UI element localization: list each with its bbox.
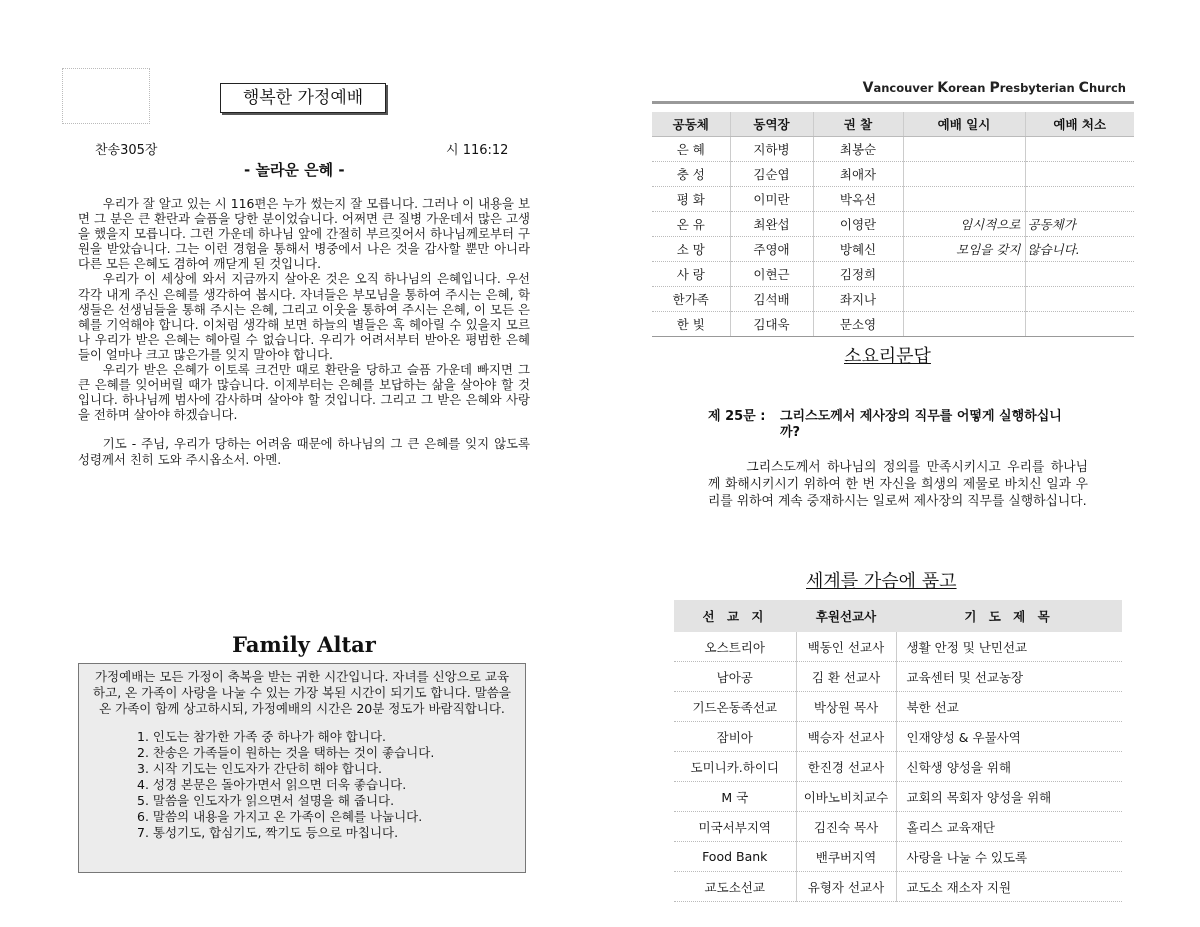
table-cell	[903, 262, 1025, 287]
table-cell: 은 혜	[652, 137, 730, 162]
table-cell: 이미란	[730, 187, 813, 212]
table-cell	[1025, 287, 1134, 312]
photo-placeholder	[62, 68, 150, 124]
table-cell: 교도소선교	[674, 872, 796, 902]
table-cell: 밴쿠버지역	[796, 842, 896, 872]
table-cell: 미국서부지역	[674, 812, 796, 842]
table-cell: 좌지나	[813, 287, 903, 312]
column-header: 후원선교사	[796, 600, 896, 632]
sermon-paragraph: 우리가 받은 은혜가 이토록 크건만 때로 환란을 당하고 슬픔 가운데 빠지면 그 큰 은혜를 잊어버릴 때가 많습니다. 이제부터는 은혜를 보답하는 삶을 살아야 할 것입니다. 하나님께 범사에 감사하며 살아야 할 것입니다. 그리고 그 받은 은혜와 사랑을 전하며 살아야 하겠습니다.	[78, 362, 530, 423]
table-cell: 방혜신	[813, 237, 903, 262]
table-cell: 문소영	[813, 312, 903, 337]
column-header: 예배 일시	[903, 112, 1025, 137]
church-name: Vancouver Korean Presbyterian Church	[862, 80, 1126, 96]
table-cell	[1025, 162, 1134, 187]
page-title: 행복한 가정예배	[220, 83, 386, 113]
table-cell: 오스트리아	[674, 632, 796, 662]
table-cell: 한진경 선교사	[796, 752, 896, 782]
table-cell: 김석배	[730, 287, 813, 312]
table-cell	[903, 162, 1025, 187]
table-cell: 남아공	[674, 662, 796, 692]
sermon-body	[78, 196, 530, 467]
list-item: 5. 말씀을 인도자가 읽으면서 설명을 해 줍니다.	[137, 793, 395, 808]
table-cell: 도미니카.하이디	[674, 752, 796, 782]
table-cell: 이영란	[813, 212, 903, 237]
column-header: 기 도 제 목	[896, 600, 1122, 632]
table-cell	[1025, 262, 1134, 287]
table-cell: 백승자 선교사	[796, 722, 896, 752]
list-item: 3. 시작 기도는 인도자가 간단히 해야 합니다.	[137, 761, 383, 776]
table-cell: 소 망	[652, 237, 730, 262]
table-cell	[903, 312, 1025, 337]
table-cell: 최봉순	[813, 137, 903, 162]
catechism-heading: 소요리문답	[844, 346, 931, 367]
table-cell: 온 유	[652, 212, 730, 237]
column-header: 권 찰	[813, 112, 903, 137]
table-row	[652, 137, 1134, 162]
table-cell: 충 성	[652, 162, 730, 187]
table-cell: 유형자 선교사	[796, 872, 896, 902]
table-row	[674, 842, 1122, 872]
missions-heading: 세계를 가슴에 품고	[806, 571, 957, 592]
family-altar-list	[137, 729, 515, 841]
table-row	[674, 692, 1122, 722]
table-cell: 박옥선	[813, 187, 903, 212]
table-row	[674, 632, 1122, 662]
table-cell: 김진숙 목사	[796, 812, 896, 842]
family-altar-box	[78, 663, 526, 873]
table-cell	[1025, 137, 1134, 162]
table-row	[652, 287, 1134, 312]
catechism-answer: 그리스도께서 하나님의 정의를 만족시키시고 우리를 하나님께 화해시키시기 위하여 한 번 자신을 희생의 제물로 바치신 일과 우리를 위하여 계속 중재하시는 일로써 제사장의 직무를 실행하십니다.	[708, 460, 1088, 509]
list-item: 1. 인도는 참가한 가족 중 하나가 해야 합니다.	[137, 729, 386, 744]
table-cell: 북한 선교	[896, 692, 1122, 722]
table-cell: 주영애	[730, 237, 813, 262]
table-row	[674, 872, 1122, 902]
table-cell	[1025, 187, 1134, 212]
table-cell: 지하병	[730, 137, 813, 162]
list-item: 7. 통성기도, 합심기도, 짝기도 등으로 마칩니다.	[137, 825, 399, 840]
table-cell: 이현근	[730, 262, 813, 287]
table-cell: Food Bank	[674, 842, 796, 872]
table-row	[652, 212, 1134, 237]
sermon-title: - 놀라운 은혜 -	[244, 161, 345, 179]
table-row	[674, 722, 1122, 752]
table-cell: 한가족	[652, 287, 730, 312]
table-row	[652, 312, 1134, 337]
table-cell: 최애자	[813, 162, 903, 187]
table-row	[674, 752, 1122, 782]
missions-table	[674, 600, 1122, 902]
table-cell: 김 환 선교사	[796, 662, 896, 692]
table-cell: 생활 안정 및 난민선교	[896, 632, 1122, 662]
column-header: 예배 처소	[1025, 112, 1134, 137]
table-row	[652, 262, 1134, 287]
table-cell: 임시적으로	[903, 212, 1025, 237]
question-number: 제 25문 :	[708, 409, 766, 424]
table-cell: 평 화	[652, 187, 730, 212]
table-cell: 공동체가	[1025, 212, 1134, 237]
table-row	[652, 187, 1134, 212]
table-cell: 박상원 목사	[796, 692, 896, 722]
table-cell	[1025, 312, 1134, 337]
table-cell	[903, 287, 1025, 312]
table-row	[674, 812, 1122, 842]
table-header-row	[674, 600, 1122, 632]
table-cell	[903, 187, 1025, 212]
table-cell: M 국	[674, 782, 796, 812]
table-cell: 최완섭	[730, 212, 813, 237]
table-cell	[903, 137, 1025, 162]
table-cell: 김정희	[813, 262, 903, 287]
community-table	[652, 112, 1134, 337]
table-cell: 인재양성 & 우물사역	[896, 722, 1122, 752]
table-cell: 교육센터 및 선교농장	[896, 662, 1122, 692]
table-cell: 백동인 선교사	[796, 632, 896, 662]
prayer: 기도 - 주님, 우리가 당하는 어려움 때문에 하나님의 그 큰 은혜를 잊지 않도록 성령께서 친히 도와 주시옵소서. 아멘.	[78, 436, 530, 467]
table-header-row	[652, 112, 1134, 137]
sermon-paragraph: 우리가 잘 알고 있는 시 116편은 누가 썼는지 잘 모릅니다. 그러나 이 내용을 보면 그 분은 큰 환란과 슬픔을 당한 분이었습니다. 어쩌면 큰 질병 가운데서 많은 고생을 했을지 모릅니다. 그런 가운데 하나님 앞에 간절히 부르짖어서 하나님께로부터 구원을 받았습니다. 그는 이런 경험을 통해서 병중에서 나은 것을 감사할 뿐만 아니라 다른 모든 은혜도 겸하여 깨닫게 된 것입니다.	[78, 196, 530, 272]
table-cell: 사 랑	[652, 262, 730, 287]
table-cell: 교도소 재소자 지원	[896, 872, 1122, 902]
table-row	[652, 237, 1134, 262]
table-cell: 모임을 갖지	[903, 237, 1025, 262]
table-cell: 김순엽	[730, 162, 813, 187]
catechism-question	[708, 409, 1088, 441]
table-cell: 않습니다.	[1025, 237, 1134, 262]
table-row	[674, 662, 1122, 692]
column-header: 선 교 지	[674, 600, 796, 632]
table-cell: 교회의 목회자 양성을 위해	[896, 782, 1122, 812]
table-row	[674, 782, 1122, 812]
family-altar-title: Family Altar	[232, 632, 376, 657]
question-text: 그리스도께서 제사장의 직무를 어떻게 실행하십니까?	[780, 409, 1062, 440]
list-item: 6. 말씀의 내용을 가지고 온 가족이 은혜를 나눕니다.	[137, 809, 423, 824]
list-item: 4. 성경 본문은 돌아가면서 읽으면 더욱 좋습니다.	[137, 777, 407, 792]
table-cell: 신학생 양성을 위해	[896, 752, 1122, 782]
sermon-paragraph: 우리가 이 세상에 와서 지금까지 살아온 것은 오직 하나님의 은혜입니다. 우선 각각 내게 주신 은혜를 생각하여 봅시다. 자녀들은 부모님을 통하여 주시는 은혜, 학생들은 선생님들을 통해 주시는 은혜, 그리고 이웃을 통하여 주시는 은혜, 이 모든 은혜를 기억해야 합니다. 이처럼 생각해 보면 하늘의 별들은 혹 헤아릴 수 있을지 모르나 우리가 받은 은혜는 헤아릴 수 없습니다. 우리가 어려서부터 받아온 평범한 은혜들이 얼마나 크고 많은가를 잊지 말아야 합니다.	[78, 271, 530, 362]
scripture-reference: 시 116:12	[446, 143, 509, 158]
column-header: 동역장	[730, 112, 813, 137]
divider	[652, 101, 1134, 104]
table-row	[652, 162, 1134, 187]
table-cell: 잠비아	[674, 722, 796, 752]
table-cell: 사랑을 나눌 수 있도록	[896, 842, 1122, 872]
table-cell: 한 빛	[652, 312, 730, 337]
list-item: 2. 찬송은 가족들이 원하는 것을 택하는 것이 좋습니다.	[137, 745, 435, 760]
table-cell: 홀리스 교육재단	[896, 812, 1122, 842]
hymn-number: 찬송305장	[95, 143, 158, 158]
family-altar-intro: 가정예배는 모든 가정이 축복을 받는 귀한 시간입니다. 자녀를 신앙으로 교육 하고, 온 가족이 사랑을 나눌 수 있는 가장 복된 시간이 되기도 합니다. 말씀을 온 가족이 함께 상고하시되, 가정예배의 시간은 20분 정도가 바람직합니다.	[93, 669, 511, 716]
table-cell: 이바노비치교수	[796, 782, 896, 812]
table-cell: 김대욱	[730, 312, 813, 337]
table-cell: 기드온동족선교	[674, 692, 796, 722]
column-header: 공동체	[652, 112, 730, 137]
